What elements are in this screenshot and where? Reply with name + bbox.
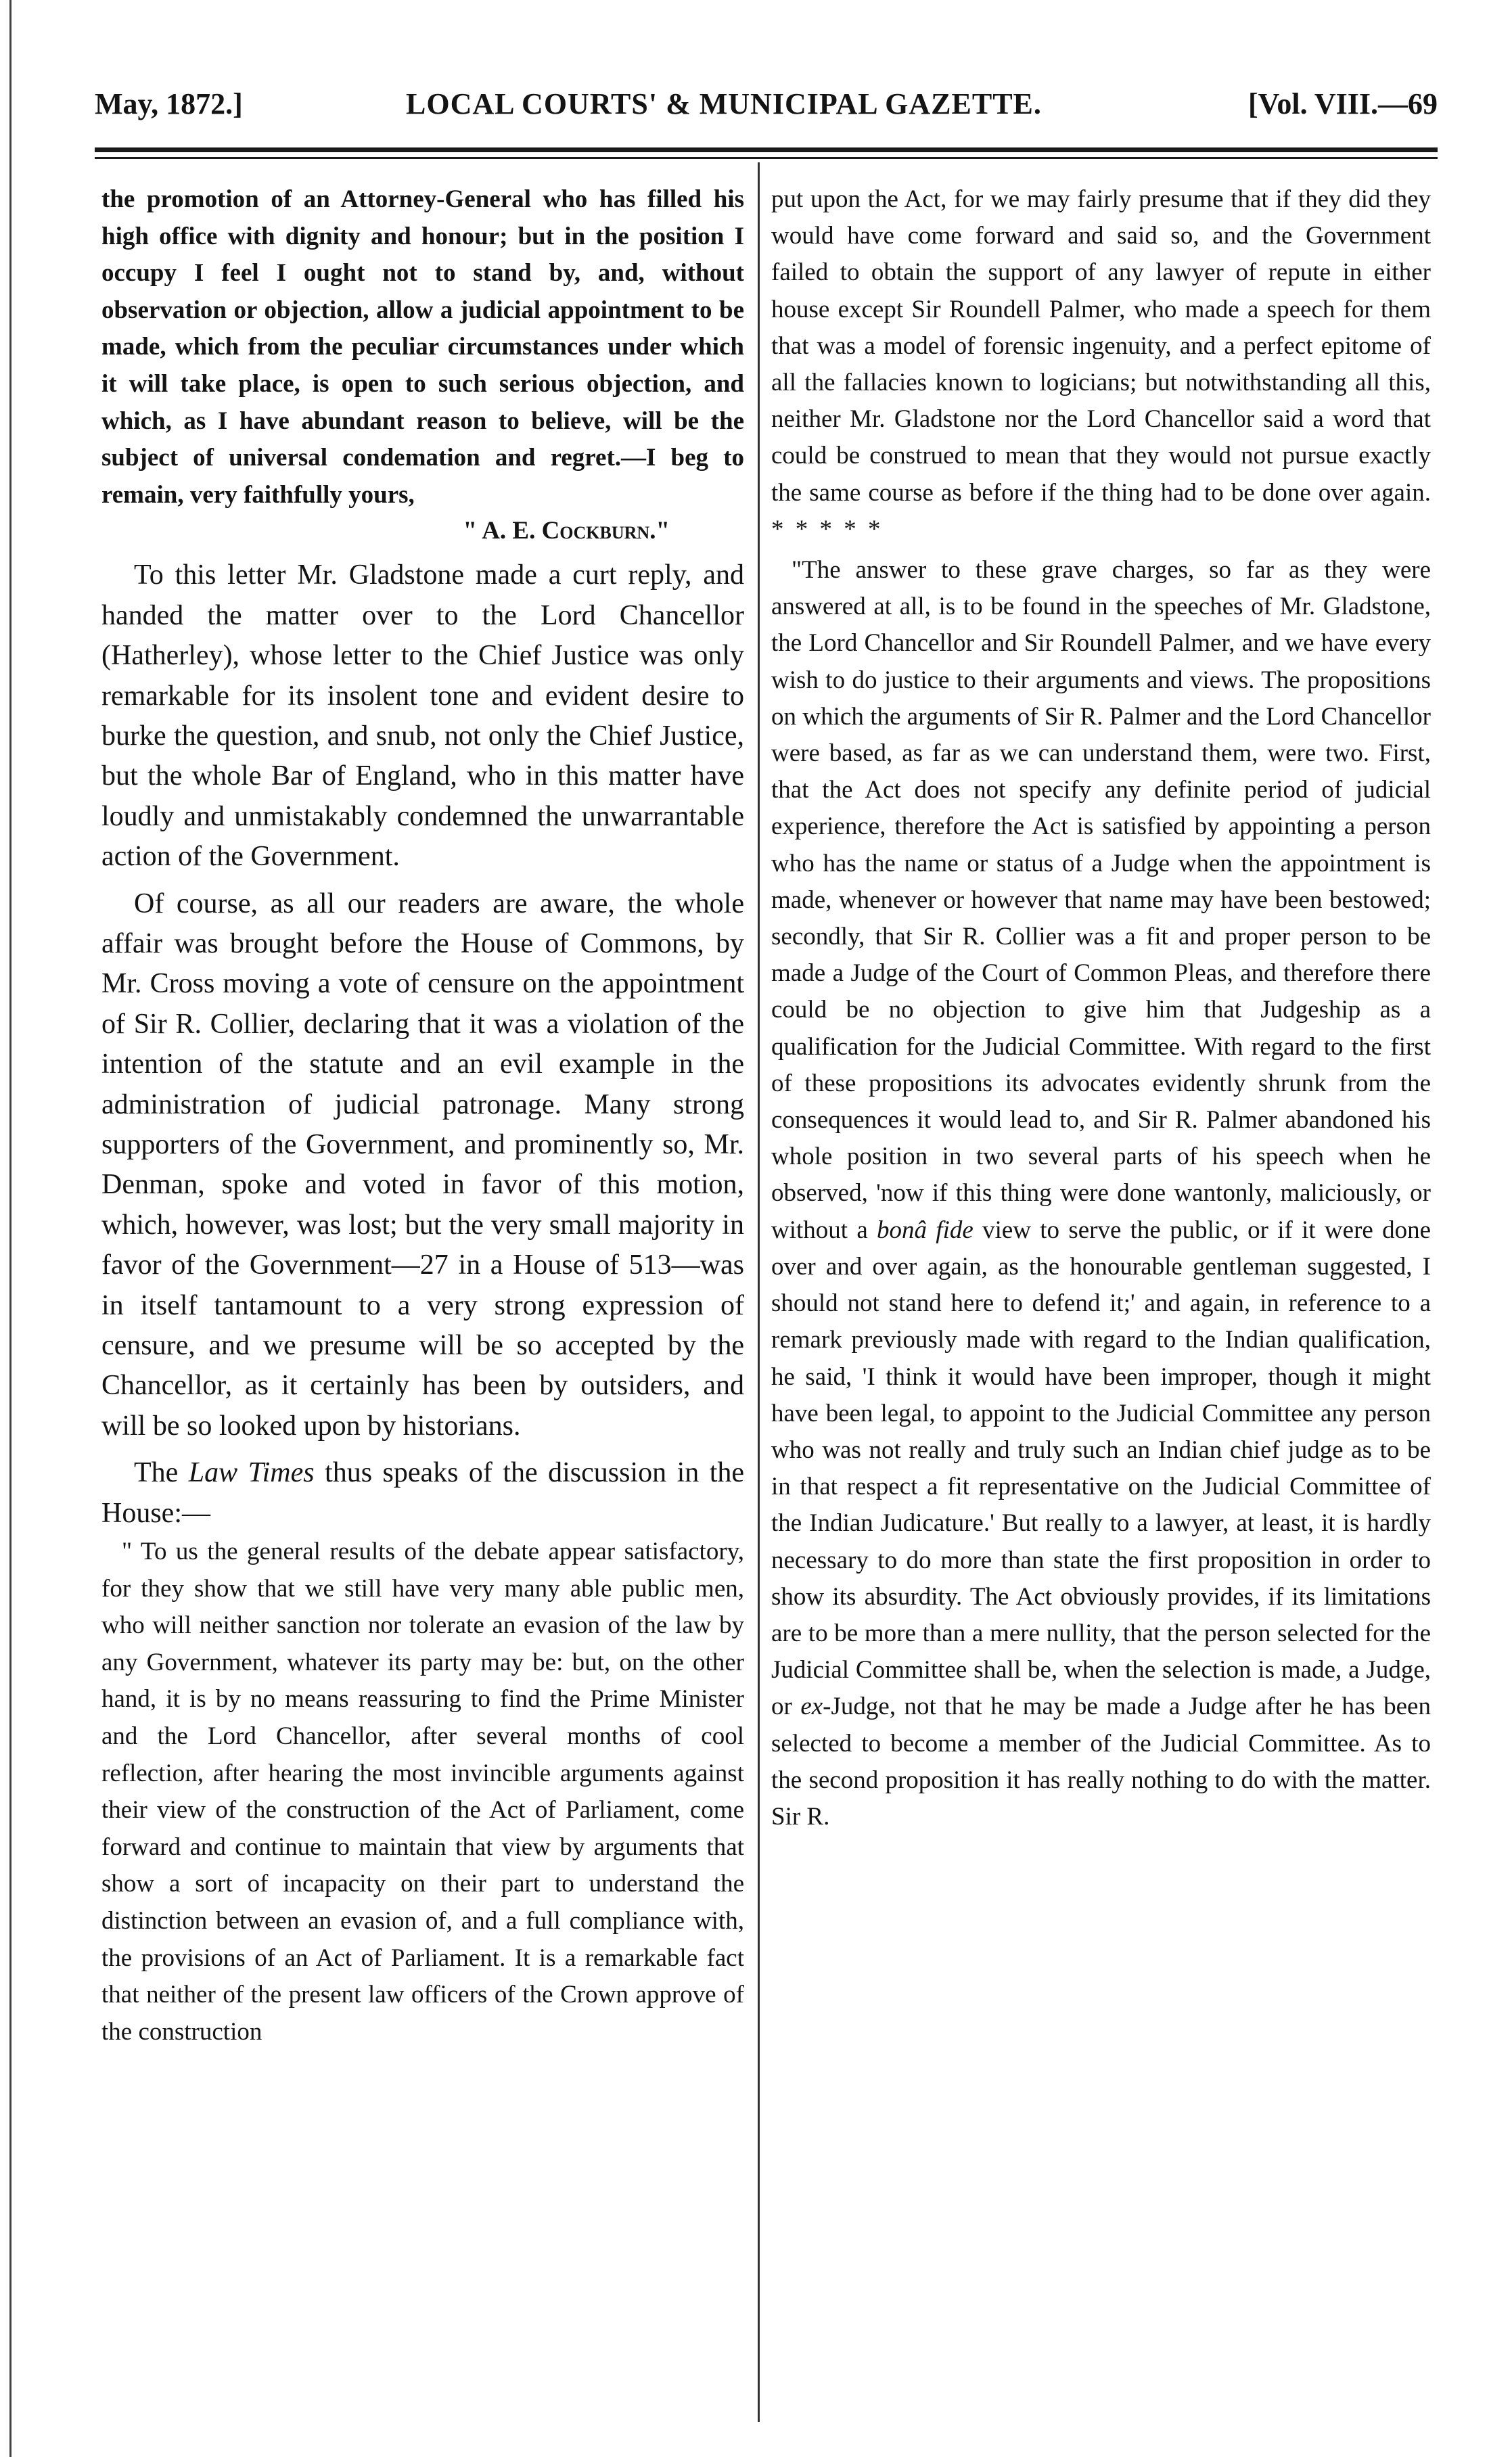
ellipsis-stars: * * * * *: [771, 515, 884, 543]
left-column: [101, 181, 744, 2050]
law-times-intro-pre: The: [134, 1457, 189, 1489]
header-rule-thin: [95, 157, 1438, 159]
letter-text: the promotion of an Attorney-General who has filled his high office with dignity and honour; but in the position I occupy I feel I ought not to stand by, and, without observation or objection, allow a judicial appointment to be made, which from the peculiar circumstances under which it will take place, is open to such serious objection, and which, as I have abundant reason to believe, will be the subject of universal condemation and regret.—I beg to remain, very faithfully yours,: [101, 185, 744, 509]
paragraph-answer-charges: [771, 552, 1431, 1835]
quote-continued-text: put upon the Act, for we may fairly presume that if they did they would have come forward and said so, and the Government failed to obtain the support of any lawyer of repute in either house except Sir Roundell Palmer, who made a speech for them that was a model of forensic ingenuity, and a perfect epitome of all the fallacies known to logicians; but notwithstanding all this, neither Mr. Gladstone nor the Lord Chancellor said a word that could be construed to mean that they would not pursue exactly the same course as before if the thing had to be done over again.: [771, 185, 1431, 507]
law-times-quote: " To us the general results of the debate appear satisfactory, for they show that we still have very many able public men, who will neither sanction nor tolerate an evasion of the law by any Government, whatever its party may be: but, on the other hand, it is by no means reassuring to find the Prime Minister and the Lord Chancellor, after several months of cool reflection, after hearing the most invincible arguments against their view of the construction of the Act of Parliament, come forward and continue to maintain that view by arguments that show a sort of incapacity on their part to understand the distinction between an evasion of, and a full compliance with, the provisions of an Act of Parliament. It is a remarkable fact that neither of the present law officers of the Crown approve of the construction: [101, 1538, 744, 2046]
law-times-title: Law Times: [188, 1457, 315, 1489]
answer-charges-text-a: "The answer to these grave charges, so far as they were answered at all, is to be found in the speeches of Mr. Gladstone, the Lord Chancellor and Sir Roundell Palmer, and we have every wish to do justice to their arguments and views. The propositions on which the arguments of Sir R. Palmer and the Lord Chancellor were based, as far as we can understand them, were two. First, that the Act does not specify any definite period of judicial experience, therefore the Act is satisfied by appointing a person who has the name or status of a Judge when the appointment is made, whenever or however that name may have been bestowed; secondly, that Sir R. Collier was a fit and proper person to be made a Judge of the Court of Common Pleas, and therefore there could be no objection to give him that Judgeship as a qualification for the Judicial Committee. With regard to the first of these propositions its advocates evidently shrunk from the consequences it would lead to, and Sir R. Palmer abandoned his whole position in two several parts of his speech when he observed, 'now if this thing were done wantonly, maliciously, or without a: [771, 556, 1431, 1244]
header-rule-thick: [95, 147, 1438, 152]
paragraph-quote-continued: [771, 181, 1431, 548]
header-volume-page: [Vol. VIII.—69: [1248, 87, 1438, 120]
right-column: [771, 181, 1431, 1835]
paragraph-house-of-commons: Of course, as all our readers are aware, the whole affair was brought before the House of Commons, by Mr. Cross moving a vote of censure on the appointment of Sir R. Collier, declaring that it was a violation of the intention of the statute and an evil example in the administration of judicial patronage. Many strong supporters of the Government, and prominently so, Mr. Denman, spoke and voted in favor of this motion, which, however, was lost; but the very small majority in favor of the Government—27 in a House of 513—was in itself tantamount to a very strong expression of censure, and we presume will be so accepted by the Chancellor, as it certainly has been by outsiders, and will be so looked upon by historians.: [101, 888, 744, 1442]
paragraph-gladstone-reply: To this letter Mr. Gladstone made a curt reply, and handed the matter over to the Lord Chancellor (Hatherley), whose letter to the Chief Justice was only remarkable for its insolent tone and evident desire to burke the question, and snub, not only the Chief Justice, but the whole Bar of England, who in this matter have loudly and unmistakably condemned the unwarrantable action of the Government.: [101, 559, 744, 873]
column-divider: [758, 162, 760, 2422]
answer-charges-text-c: -Judge, not that he may be made a Judge after he has been selected to become a member of the Judicial Committee. As to the second proposition it has really nothing to do with the matter. Sir R.: [771, 1693, 1431, 1831]
answer-charges-text-b: view to serve the public, or if it were done over and over again, as the honourable gentleman suggested, I should not stand here to defend it;' and again, in reference to a remark previously made with regard to the Indian qualification, he said, 'I think it would have been improper, though it might have been legal, to appoint to the Judicial Committee any person who was not really and truly such an Indian chief judge as to be in that respect a fit representative on the Judicial Committee of the Indian Judicature.' But really to a lawyer, at least, it is hardly necessary to do more than state the first proposition in order to show its absurdity. The Act obviously provides, if its limitations are to be more than a mere nullity, that the person selected for the Judicial Committee shall be, when the selection is made, a Judge, or: [771, 1216, 1431, 1721]
paragraph-law-times-intro: [101, 1453, 744, 1534]
letter-signature: " A. E. Cockburn.": [463, 517, 670, 545]
ex-italic: ex: [800, 1693, 823, 1721]
binding-margin-line: [9, 0, 12, 2457]
law-times-intro-post: thus speaks of the discussion in the House:—: [101, 1457, 745, 1529]
header-journal-title: LOCAL COURTS' & MUNICIPAL GAZETTE.: [406, 87, 1042, 120]
header-date: May, 1872.]: [95, 87, 243, 120]
running-header: [95, 87, 1438, 134]
bona-fide-italic: bonâ fide: [877, 1216, 973, 1244]
